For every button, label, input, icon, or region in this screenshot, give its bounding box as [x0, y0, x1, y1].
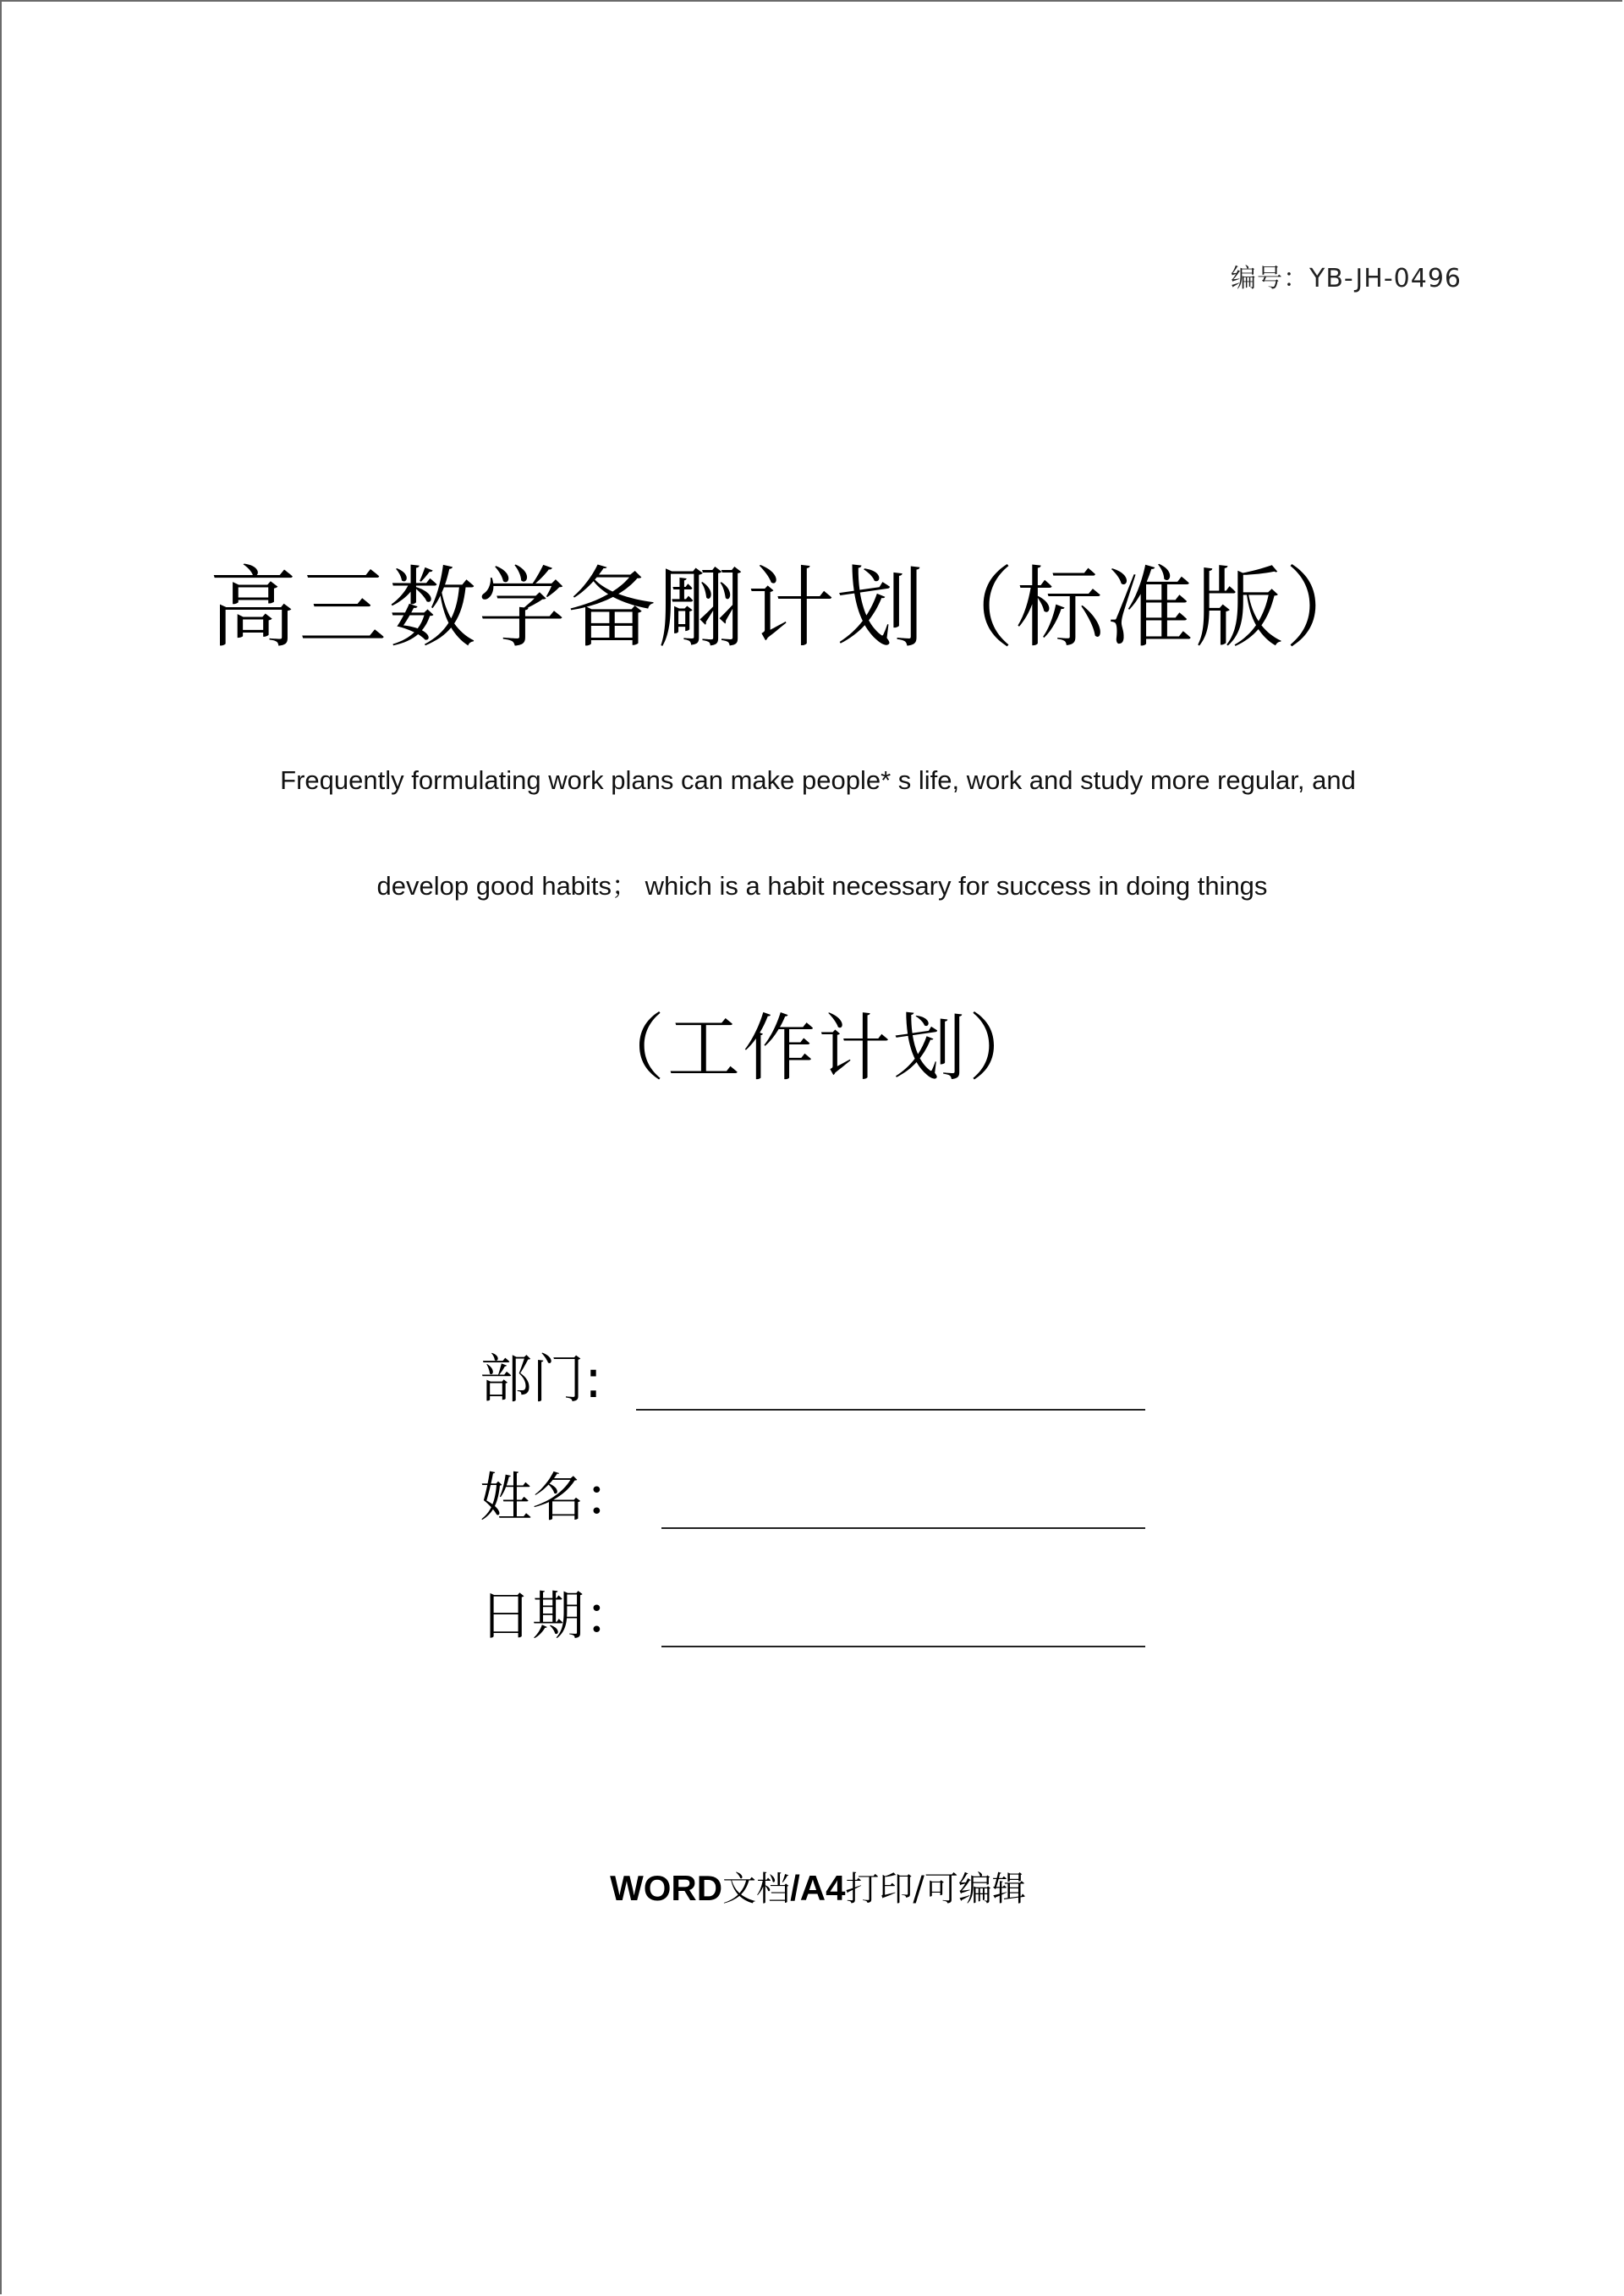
- plan-type-heading: （工作计划）: [592, 1006, 1044, 1091]
- date-label: 日期：: [480, 1585, 638, 1647]
- format-note-print: 打印/可编辑: [845, 1870, 1026, 1909]
- department-field[interactable]: [480, 1346, 602, 1410]
- department-blank-line[interactable]: [636, 1409, 1145, 1411]
- subtitle-line-2: develop good habits； which is a habit necessary for success in doing things: [376, 871, 1268, 901]
- document-number: 编号：YB-JH-0496: [1231, 264, 1462, 293]
- name-label: 姓名：: [480, 1466, 638, 1528]
- department-label: 部门:: [480, 1348, 602, 1410]
- format-note-word: WORD: [610, 1868, 723, 1908]
- date-blank-line[interactable]: [661, 1646, 1145, 1647]
- document-title: 高三数学备翢计划（标准版）: [209, 556, 1375, 660]
- name-field[interactable]: [480, 1465, 638, 1528]
- name-blank-line[interactable]: [661, 1527, 1145, 1529]
- format-note-a4: /A4: [790, 1868, 846, 1908]
- date-field[interactable]: [480, 1583, 638, 1647]
- format-note-doc: 文档: [722, 1870, 791, 1909]
- format-note: [2, 1862, 1624, 1910]
- subtitle-line-1: Frequently formulating work plans can make people* s life, work and study more regular, and: [280, 765, 1356, 795]
